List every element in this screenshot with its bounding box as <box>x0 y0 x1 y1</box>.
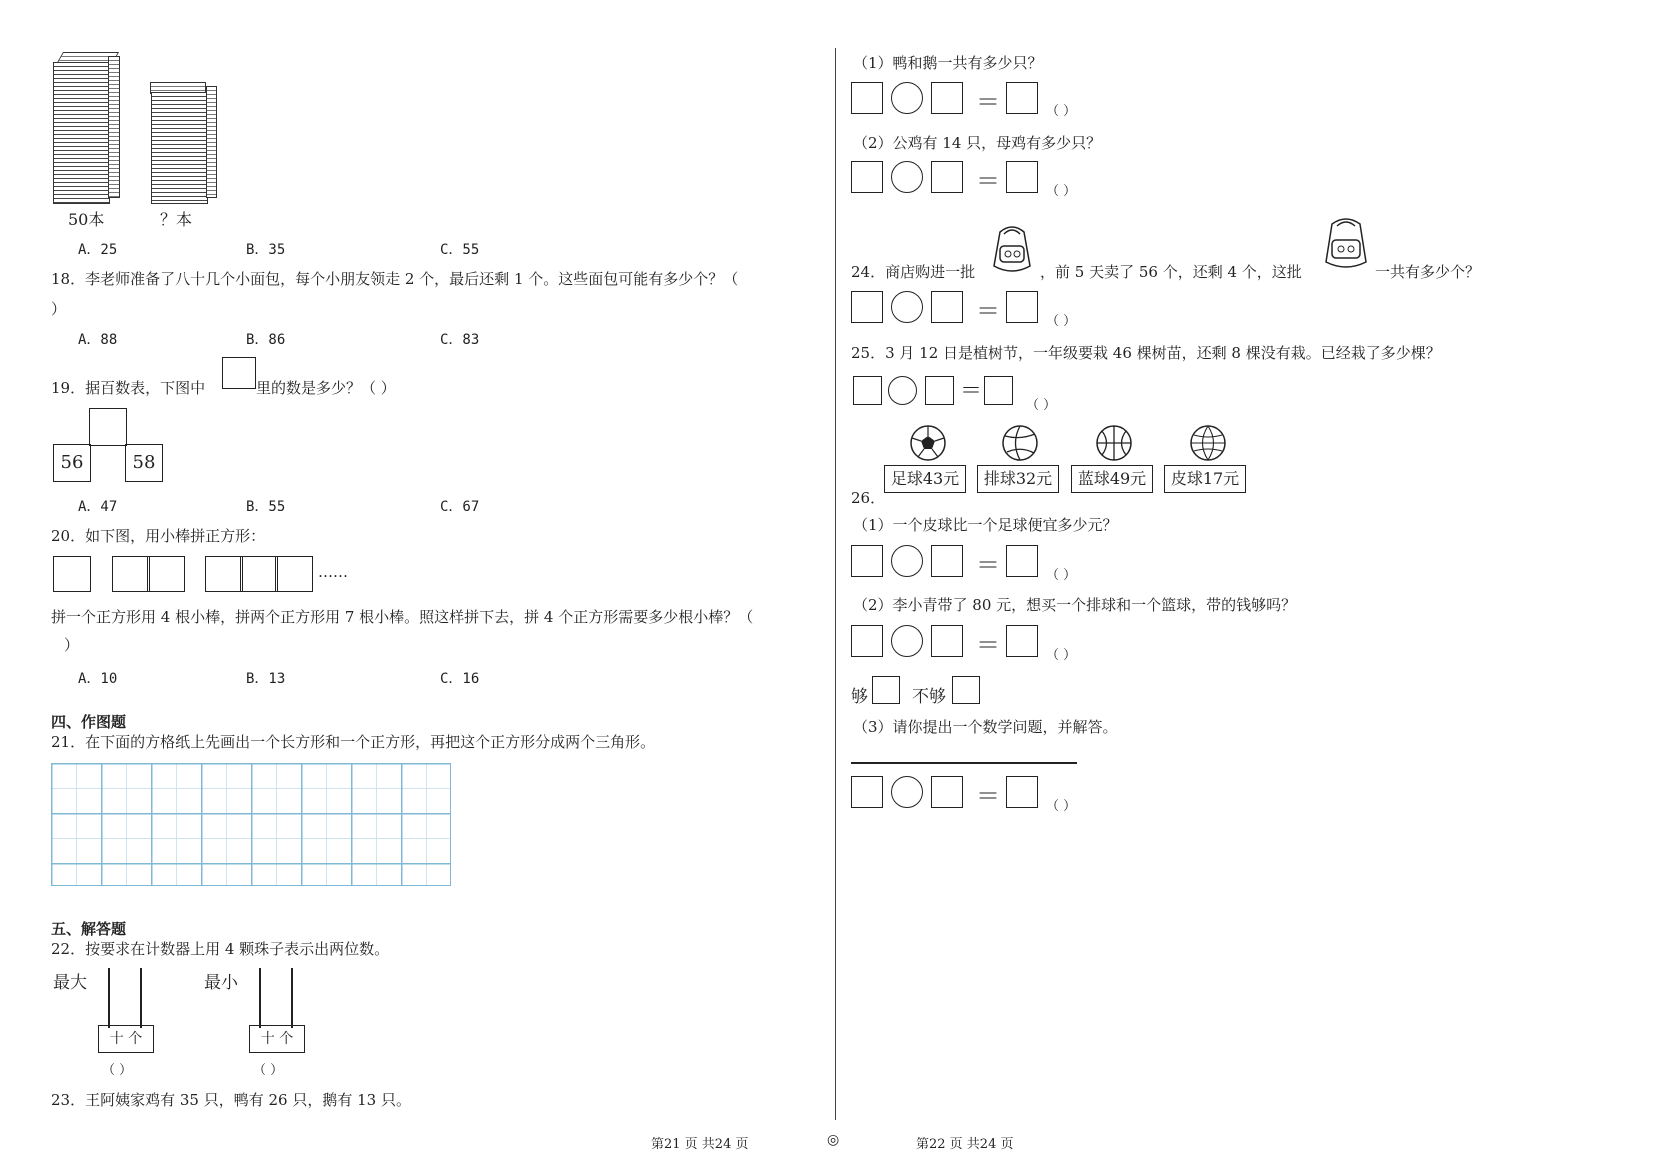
unit-paren[interactable]: （ ） <box>1046 314 1077 329</box>
page-number-right: 第22 页 共24 页 <box>916 1137 1014 1152</box>
operator-circle[interactable] <box>888 376 917 405</box>
column-divider <box>835 48 836 1120</box>
price-tag-basketball: 蓝球49元 <box>1071 465 1153 493</box>
enough-label: 够 <box>851 687 868 707</box>
not-enough-checkbox[interactable] <box>952 676 980 704</box>
q17-option-b[interactable]: B．35 <box>246 242 286 258</box>
unit-paren[interactable]: （ ） <box>1046 104 1077 119</box>
abacus-place-labels: 十 个 <box>249 1025 305 1053</box>
abacus-answer-paren[interactable]: （ ） <box>102 1063 133 1078</box>
equals-sign: ＝ <box>976 551 1000 579</box>
q26-sub1: （1）一个皮球比一个足球便宜多少元？ <box>853 516 1118 534</box>
q19-inline-box <box>222 357 256 389</box>
answer-box[interactable] <box>931 161 963 193</box>
abacus-answer-paren[interactable]: （ ） <box>253 1063 284 1078</box>
stick-square-1 <box>53 556 91 592</box>
q22-text: 22．按要求在计数器上用 4 颗珠子表示出两位数。 <box>51 940 390 958</box>
answer-box[interactable] <box>1006 625 1038 657</box>
stick-square-2b <box>147 556 185 592</box>
book-stack-50 <box>53 62 110 204</box>
answer-box[interactable] <box>1006 161 1038 193</box>
q18-option-c[interactable]: C．83 <box>440 332 480 348</box>
answer-box[interactable] <box>1006 776 1038 808</box>
answer-box[interactable] <box>1006 545 1038 577</box>
hundred-chart-cell-56: 56 <box>53 444 91 482</box>
volleyball-icon <box>1001 424 1039 462</box>
operator-circle[interactable] <box>891 776 923 808</box>
hundred-chart-cell-58: 58 <box>125 444 163 482</box>
answer-box[interactable] <box>851 545 883 577</box>
q18-text-cont: ） <box>51 300 67 318</box>
book-stack-unknown <box>151 92 208 204</box>
answer-box[interactable] <box>851 82 883 114</box>
q23-sub2: （2）公鸡有 14 只，母鸡有多少只？ <box>853 134 1102 152</box>
answer-box[interactable] <box>931 776 963 808</box>
q23-text: 23．王阿姨家鸡有 35 只，鸭有 26 只，鹅有 13 只。 <box>51 1091 411 1109</box>
q26-number: 26． <box>851 489 886 507</box>
unit-paren[interactable]: （ ） <box>1046 184 1077 199</box>
q20-intro: 20．如下图，用小棒拼正方形： <box>51 527 266 545</box>
q24-text-c: 一共有多少个？ <box>1375 263 1481 281</box>
q26-sub3: （3）请你提出一个数学问题，并解答。 <box>853 718 1118 736</box>
rubber-ball-icon <box>1189 424 1227 462</box>
q20-ellipsis: …… <box>318 563 348 581</box>
q19-text-b: 里的数是多少？（ ） <box>256 379 396 397</box>
unit-paren[interactable]: （ ） <box>1046 799 1077 814</box>
q24-text-b: ，前 5 天卖了 56 个，还剩 4 个，这批 <box>1040 263 1302 281</box>
answer-box[interactable] <box>931 82 963 114</box>
soccer-ball-icon <box>909 424 947 462</box>
unit-paren[interactable]: （ ） <box>1026 398 1057 413</box>
operator-circle[interactable] <box>891 161 923 193</box>
stick-square-2a <box>112 556 150 592</box>
book-stack-side <box>108 56 120 198</box>
answer-box[interactable] <box>853 376 882 405</box>
q20-option-a[interactable]: A．10 <box>78 671 118 687</box>
answer-box[interactable] <box>1006 291 1038 323</box>
q20-text-cont: ） <box>64 636 80 654</box>
stick-square-3a <box>205 556 243 592</box>
unit-paren[interactable]: （ ） <box>1046 568 1077 583</box>
unit-paren[interactable]: （ ） <box>1046 648 1077 663</box>
q20-text: 拼一个正方形用 4 根小棒，拼两个正方形用 7 根小棒。照这样拼下去，拼 4 个正方形需要多少根小棒？（ <box>51 608 754 626</box>
backpack-icon <box>986 222 1038 278</box>
q17-option-a[interactable]: A．25 <box>78 242 118 258</box>
abacus-place-labels: 十 个 <box>98 1025 154 1053</box>
not-enough-label: 不够 <box>912 687 946 707</box>
operator-circle[interactable] <box>891 82 923 114</box>
stick-square-3c <box>275 556 313 592</box>
grid-paper[interactable] <box>51 763 451 886</box>
answer-box[interactable] <box>1006 82 1038 114</box>
book-stack-side-2 <box>206 86 217 198</box>
abacus-smallest-label: 最小 <box>204 973 238 993</box>
q26-sub2: （2）李小青带了 80 元，想买一个排球和一个篮球，带的钱够吗？ <box>853 596 1297 614</box>
hundred-chart-target-cell <box>89 408 127 446</box>
operator-circle[interactable] <box>891 291 923 323</box>
q24-text-a: 24．商店购进一批 <box>851 263 976 281</box>
answer-box[interactable] <box>851 776 883 808</box>
q19-option-c[interactable]: C．67 <box>440 499 480 515</box>
abacus-rod-ones <box>140 968 142 1028</box>
question-writing-line[interactable] <box>851 762 1077 764</box>
answer-box[interactable] <box>931 291 963 323</box>
abacus-largest-label: 最大 <box>53 973 87 993</box>
price-tag-volleyball: 排球32元 <box>977 465 1059 493</box>
q18-option-b[interactable]: B．86 <box>246 332 286 348</box>
abacus-rod-tens <box>259 968 261 1028</box>
q19-option-b[interactable]: B．55 <box>246 499 286 515</box>
answer-box[interactable] <box>925 376 954 405</box>
page-number-left: 第21 页 共24 页 <box>651 1137 749 1152</box>
q17-option-c[interactable]: C．55 <box>440 242 480 258</box>
q20-option-c[interactable]: C．16 <box>440 671 480 687</box>
q18-option-a[interactable]: A．88 <box>78 332 118 348</box>
equals-sign: ＝ <box>976 88 1000 116</box>
backpack-icon <box>1318 214 1374 276</box>
q21-text: 21．在下面的方格纸上先画出一个长方形和一个正方形，再把这个正方形分成两个三角形。 <box>51 733 656 751</box>
q23-sub1: （1）鸭和鹅一共有多少只？ <box>853 54 1043 72</box>
stack-label-50: 50本 <box>68 210 105 229</box>
answer-box[interactable] <box>984 376 1013 405</box>
answer-box[interactable] <box>851 291 883 323</box>
equals-sign: ＝ <box>960 379 983 404</box>
basketball-icon <box>1095 424 1133 462</box>
abacus-rod-ones <box>291 968 293 1028</box>
answer-box[interactable] <box>851 625 883 657</box>
section-4-title: 四、作图题 <box>51 713 127 731</box>
stick-square-3b <box>240 556 278 592</box>
answer-box[interactable] <box>931 625 963 657</box>
q19-option-a[interactable]: A．47 <box>78 499 118 515</box>
section-5-title: 五、解答题 <box>51 920 127 938</box>
binding-mark: ◎ <box>827 1132 840 1148</box>
operator-circle[interactable] <box>891 545 923 577</box>
answer-box[interactable] <box>851 161 883 193</box>
q18-text: 18．李老师准备了八十几个小面包，每个小朋友领走 2 个，最后还剩 1 个。这些面包可能有多少个？（ <box>51 270 739 288</box>
price-tag-rubber-ball: 皮球17元 <box>1164 465 1246 493</box>
answer-box[interactable] <box>931 545 963 577</box>
stack-label-unknown: ？本 <box>160 210 193 229</box>
equals-sign: ＝ <box>976 297 1000 325</box>
equals-sign: ＝ <box>976 631 1000 659</box>
operator-circle[interactable] <box>891 625 923 657</box>
q19-text: 19．据百数表，下图中 <box>51 379 206 397</box>
q20-option-b[interactable]: B．13 <box>246 671 286 687</box>
equals-sign: ＝ <box>976 782 1000 810</box>
equals-sign: ＝ <box>976 167 1000 195</box>
q25-text: 25．3 月 12 日是植树节，一年级要栽 46 棵树苗，还剩 8 棵没有栽。已经栽了多少棵？ <box>851 344 1441 362</box>
enough-checkbox[interactable] <box>872 676 900 704</box>
abacus-rod-tens <box>108 968 110 1028</box>
price-tag-soccer: 足球43元 <box>884 465 966 493</box>
